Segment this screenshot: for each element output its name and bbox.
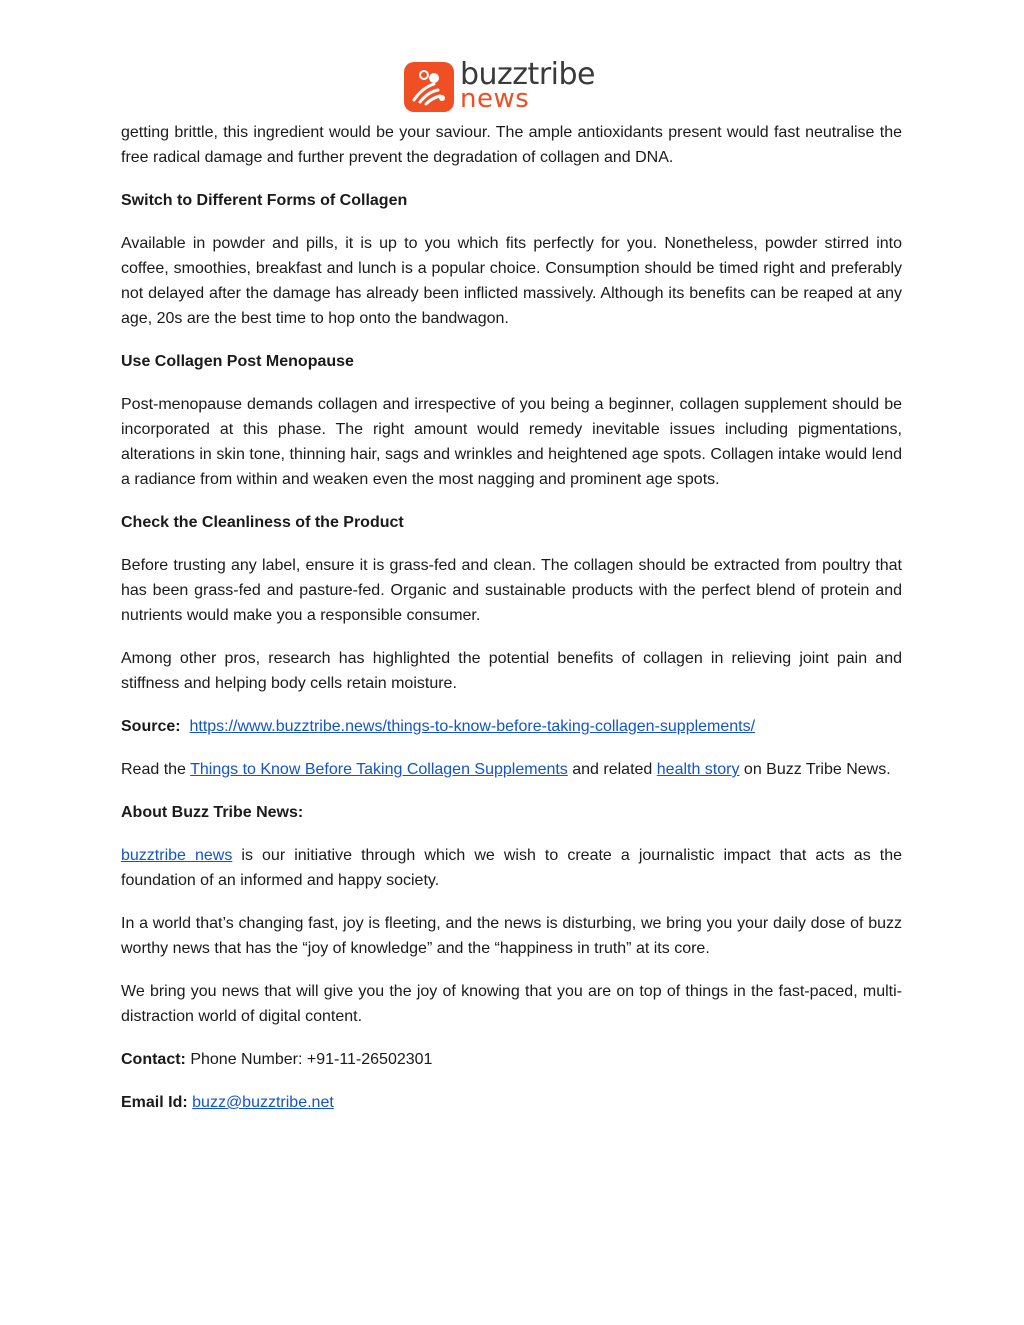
source-link[interactable]: https://www.buzztribe.news/things-to-know-before-taking-collagen-supplements/ [189, 718, 756, 735]
heading-post-menopause: Use Collagen Post Menopause [121, 353, 354, 370]
read-post-text: on Buzz Tribe News. [739, 761, 891, 778]
read-pre-text: Read the [121, 761, 191, 778]
article-body [121, 120, 902, 1133]
health-story-link[interactable]: health story [656, 761, 740, 778]
about-paragraph-1 [121, 843, 902, 893]
paragraph-other-pros: Among other pros, research has highlighted the potential benefits of collagen in relieving joint pain and stiffness and helping body cells retain moisture. [121, 650, 902, 692]
contact-label: Contact: [121, 1051, 186, 1068]
read-mid-text: and related [567, 761, 657, 778]
email-line [121, 1090, 902, 1115]
source-label: Source: [121, 718, 181, 735]
brand-logo [404, 57, 624, 114]
email-link[interactable]: buzz@buzztribe.net [192, 1094, 334, 1111]
heading-about: About Buzz Tribe News: [121, 804, 304, 821]
about-paragraph-3: We bring you news that will give you the joy of knowing that you are on top of things in the fast-paced, multi-distraction world of digital content. [121, 983, 902, 1025]
paragraph-forms: Available in powder and pills, it is up to you which fits perfectly for you. Nonetheless, powder stirred into coffee, smoothies, breakfast and lunch is a popular choice. Consumption should be timed right and preferably not delayed after the damage has already been inflicted massively. Although its benefits can be reaped at any age, 20s are the best time to hop onto the bandwagon. [121, 235, 902, 327]
paragraph-menopause: Post-menopause demands collagen and irrespective of you being a beginner, collagen supplement should be incorporated at this phase. The right amount would remedy inevitable issues including pigmentations, alterations in skin tone, thinning hair, sags and wrinkles and heightened age spots. Collagen intake would lend a radiance from within and weaken even the most nagging and prominent age spots. [121, 396, 902, 488]
about-paragraph-1-text: is our initiative through which we wish to create a journalistic impact that acts as the foundation of an informed and happy society. [121, 847, 903, 889]
heading-cleanliness: Check the Cleanliness of the Product [121, 514, 404, 531]
read-more-line [121, 757, 902, 782]
logo-wordmark-top: buzztribe [460, 57, 595, 92]
logo-wordmark-bottom: news [460, 84, 530, 114]
contact-line [121, 1047, 902, 1072]
article-link[interactable]: Things to Know Before Taking Collagen Supplements [190, 761, 568, 778]
paragraph-antioxidants: getting brittle, this ingredient would be your saviour. The ample antioxidants present would fast neutralise the free radical damage and further prevent the degradation of collagen and DNA. [121, 124, 902, 166]
source-line [121, 714, 902, 739]
contact-phone: Phone Number: +91-11-26502301 [185, 1051, 433, 1068]
about-paragraph-2: In a world that’s changing fast, joy is fleeting, and the news is disturbing, we bring you your daily dose of buzz worthy news that has the “joy of knowledge” and the “happiness in truth” at its core. [121, 915, 902, 957]
heading-forms-of-collagen: Switch to Different Forms of Collagen [121, 192, 408, 209]
bee-logo-icon [404, 62, 454, 112]
buzztribe-news-link[interactable]: buzztribe news [121, 847, 233, 864]
email-label: Email Id: [121, 1094, 188, 1111]
paragraph-cleanliness: Before trusting any label, ensure it is grass-fed and clean. The collagen should be extracted from poultry that has been grass-fed and pasture-fed. Organic and sustainable products with the perfect blend of protein and nutrients would make you a responsible consumer. [121, 557, 902, 624]
